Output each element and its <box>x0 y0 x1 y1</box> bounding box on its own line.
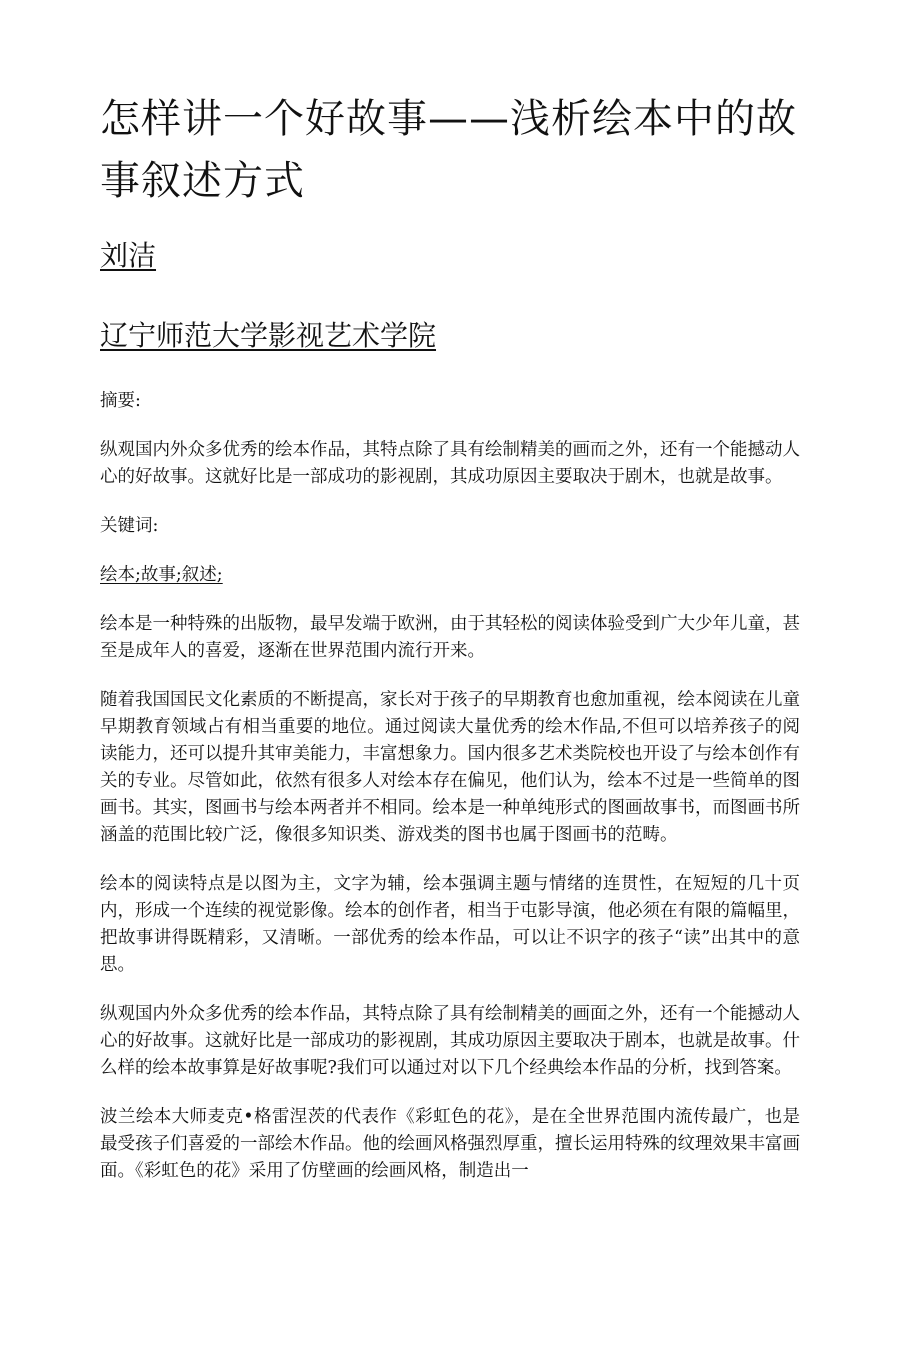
body-paragraph: 绘本的阅读特点是以图为主，文字为辅，绘本强调主题与情绪的连贯性，在短短的几十页内，形成一个连续的视觉影像。绘本的创作者，相当于屯影导演，他必须在有限的篇幅里，把故事讲得既精彩，又清晰。一部优秀的绘本作品，可以让不识字的孩子“读”出其中的意思。 <box>100 874 800 975</box>
abstract-label: 摘要: <box>100 391 141 411</box>
body-paragraph: 绘本是一种特殊的出版物，最早发端于欧洲，由于其轻松的阅读体验受到广大少年儿童，甚至是成年人的喜爱，逐渐在世界范围内流行开来。 <box>100 614 800 661</box>
body-paragraph: 纵观国内外众多优秀的绘本作品，其特点除了具有绘制精美的画面之外，还有一个能撼动人心的好故事。这就好比是一部成功的影视剧，其成功原因主要取决于剧本，也就是故事。什么样的绘本故事算是好故事呢?我们可以通过对以下几个经典绘本作品的分析，找到答案。 <box>100 1004 800 1078</box>
keywords-label: 关键词: <box>100 516 159 536</box>
author-affiliation[interactable]: 辽宁师范大学影视艺术学院 <box>100 319 437 352</box>
page-title: 怎样讲一个好故事——浅析绘本中的故事叙述方式 <box>100 96 797 204</box>
author-name[interactable]: 刘洁 <box>100 239 157 272</box>
body-paragraph: 随着我国国民文化素质的不断提高，家长对于孩子的早期教育也愈加重视，绘本阅读在儿童早期教育领域占有相当重要的地位。通过阅读大量优秀的绘木作品,不但可以培养孩子的阅读能力，还可以提升其审美能力，丰富想象力。国内很多艺术类院校也开设了与绘本创作有关的专业。尽管如此，依然有很多人对绘本存在偏见，他们认为，绘本不过是一些简单的图画书。其实，图画书与绘本两者并不相同。绘本是一种单纯形式的图画故事书，而图画书所涵盖的范围比较广泛，像很多知识类、游戏类的图书也属于图画书的范畴。 <box>100 690 800 845</box>
body-paragraph: 波兰绘本大师麦克•格雷涅茨的代表作《彩虹色的花》，是在全世界范围内流传最广，也是最受孩子们喜爱的一部绘木作品。他的绘画风格强烈厚重，擅长运用特殊的纹理效果丰富画面。《彩虹色的花》采用了仿壁画的绘画风格，制造出一 <box>100 1107 800 1181</box>
document-page <box>100 88 800 1181</box>
abstract-text: 纵观国内外众多优秀的绘本作品，其特点除了具有绘制精美的画而之外，还有一个能撼动人心的好故事。这就好比是一部成功的影视剧，其成功原因主要取决于剧木，也就是故事。 <box>100 440 800 487</box>
keywords-links[interactable]: 绘本;故事;叙述; <box>100 565 223 585</box>
article-body <box>100 388 800 1207</box>
